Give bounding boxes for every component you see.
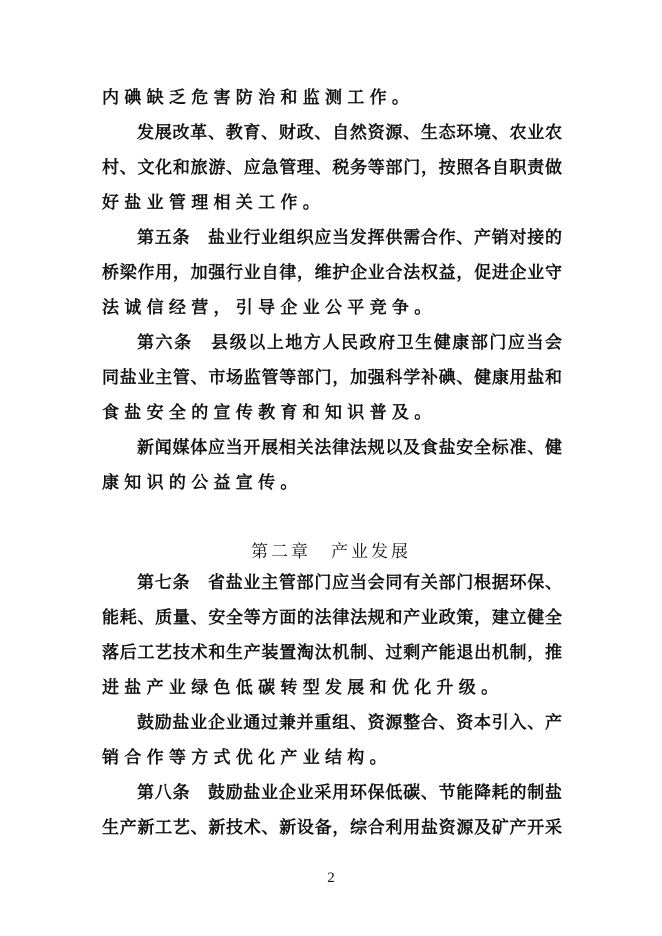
- text-line: 好盐业管理相关工作。: [102, 193, 325, 213]
- text-line: 同盐业主管、市场监管等部门，加强科学补碘、健康用盐和: [102, 368, 562, 388]
- text-line: 村、文化和旅游、应急管理、税务等部门，按照各自职责做: [102, 158, 562, 178]
- text-line: 第五条 盐业行业组织应当发挥供需合作、产销对接的: [137, 228, 562, 248]
- text-line: 生产新工艺、新技术、新设备，综合利用盐资源及矿产开采: [102, 818, 562, 838]
- text-line: 销合作等方式优化产业结构。: [102, 748, 392, 768]
- text-line: 第七条 省盐业主管部门应当会同有关部门根据环保、: [137, 573, 562, 593]
- text-line: 能耗、质量、安全等方面的法律法规和产业政策，建立健全: [102, 608, 562, 628]
- text-line: 第八条 鼓励盐业企业采用环保低碳、节能降耗的制盐: [137, 783, 562, 803]
- text-line: 鼓励盐业企业通过兼并重组、资源整合、资本引入、产: [137, 713, 562, 733]
- chapter-heading: 第二章 产业发展: [251, 542, 411, 562]
- text-line: 桥梁作用，加强行业自律，维护企业合法权益，促进企业守: [102, 263, 562, 283]
- text-line: 落后工艺技术和生产装置淘汰机制、过剩产能退出机制，推: [102, 643, 562, 663]
- text-line: 内碘缺乏危害防治和监测工作。: [102, 88, 415, 108]
- text-line: 康知识的公益宣传。: [102, 473, 303, 493]
- text-line: 进盐产业绿色低碳转型发展和优化升级。: [102, 678, 504, 698]
- text-line: 新闻媒体应当开展相关法律法规以及食盐安全标准、健: [137, 438, 562, 458]
- text-line: 第六条 县级以上地方人民政府卫生健康部门应当会: [137, 333, 562, 353]
- text-line: 发展改革、教育、财政、自然资源、生态环境、农业农: [137, 123, 562, 143]
- page-number: 2: [327, 870, 335, 886]
- text-line: 法诚信经营，引导企业公平竞争。: [102, 298, 437, 318]
- text-line: 食盐安全的宣传教育和知识普及。: [102, 403, 437, 423]
